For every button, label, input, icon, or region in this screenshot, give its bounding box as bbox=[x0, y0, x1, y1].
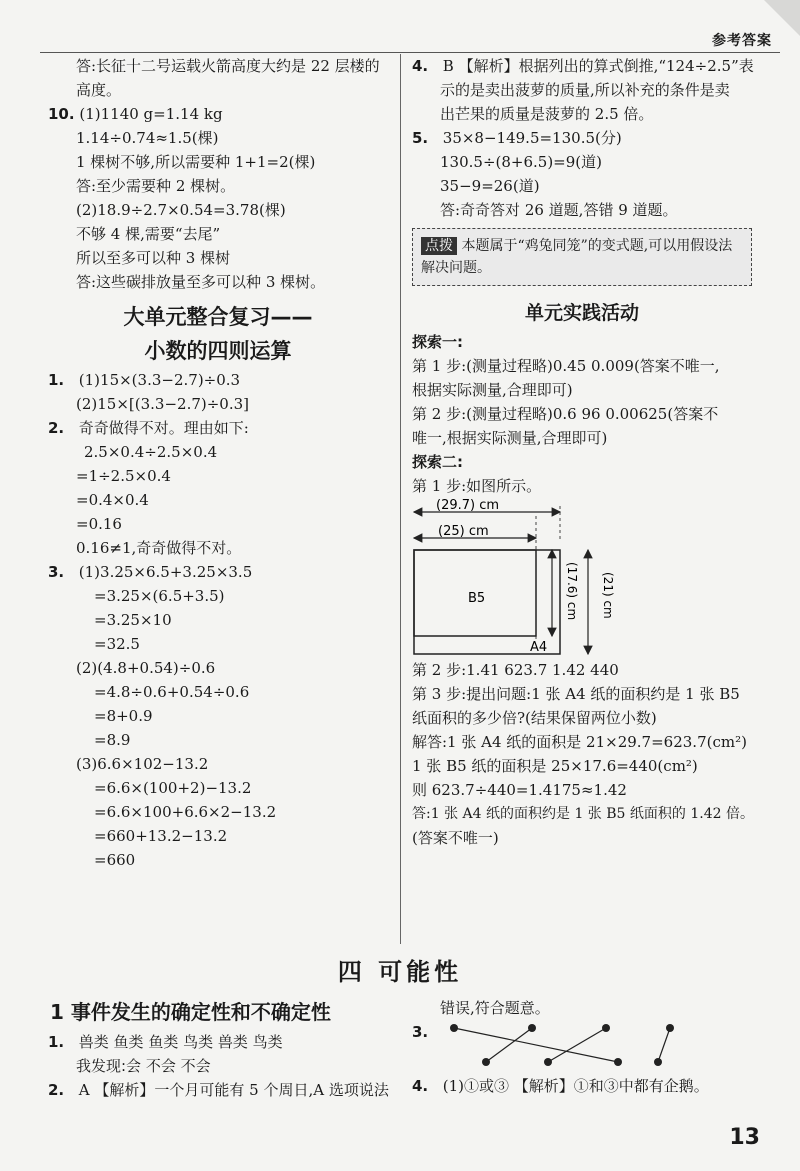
bottom-dot bbox=[614, 1058, 622, 1066]
q3-line: (2)(4.8+0.54)÷0.6 bbox=[76, 659, 216, 677]
q3-line: =6.6×100+6.6×2−13.2 bbox=[94, 803, 277, 821]
tip-tag: 点拨 bbox=[421, 237, 457, 255]
top-dot bbox=[666, 1024, 674, 1032]
u4-q1: 1. 兽类 鱼类 鱼类 鸟类 兽类 鸟类 bbox=[48, 1033, 283, 1051]
q2-line: =1÷2.5×0.4 bbox=[76, 467, 171, 485]
q5-first-line: 5. 35×8−149.5=130.5(分) bbox=[412, 129, 622, 147]
paper-size-diagram bbox=[412, 498, 652, 658]
q10-line: 1.14÷0.74≈1.5(棵) bbox=[76, 129, 219, 147]
q10-line: 所以至多可以种 3 棵树 bbox=[76, 249, 231, 267]
unit4-left-block bbox=[48, 1030, 388, 1102]
q3-line: =6.6×(100+2)−13.2 bbox=[94, 779, 252, 797]
q3-line: =32.5 bbox=[94, 635, 140, 653]
tip-box bbox=[412, 228, 752, 286]
q2-line: =0.16 bbox=[76, 515, 122, 533]
tip-text: 本题属于“鸡兔同笼”的变式题,可以用假设法解决问题。 bbox=[421, 238, 733, 276]
bottom-dot bbox=[544, 1058, 552, 1066]
explore-two-line: 第 3 步:提出问题:1 张 A4 纸的面积约是 1 张 B5 bbox=[412, 685, 740, 703]
q10-line: 1 棵树不够,所以需要种 1+1=2(棵) bbox=[76, 153, 316, 171]
explore-two-line: 第 2 步:1.41 623.7 1.42 440 bbox=[412, 661, 619, 679]
unit-title: 四 可能性 bbox=[337, 958, 463, 986]
q3-first-line: 3. (1)3.25×6.5+3.25×3.5 bbox=[48, 563, 253, 581]
a4-label: A4 bbox=[530, 640, 548, 655]
q3-line: =660 bbox=[94, 851, 136, 869]
answer-continued-line-2: 高度。 bbox=[76, 81, 122, 99]
matching-lines-diagram bbox=[440, 1020, 690, 1070]
q3-line: (3)6.6×102−13.2 bbox=[76, 755, 209, 773]
column-divider bbox=[400, 54, 401, 944]
top-dot bbox=[450, 1024, 458, 1032]
q2-line: 0.16≠1,奇奇做得不对。 bbox=[76, 539, 242, 557]
explore-two-line: 答:1 张 A4 纸的面积约是 1 张 B5 纸面积的 1.42 倍。 bbox=[412, 806, 754, 822]
q1-first-line: 1. (1)15×(3.3−2.7)÷0.3 bbox=[48, 371, 241, 389]
page-header-title: 参考答案 bbox=[712, 33, 772, 49]
u4-q2-continued: 错误,符合题意。 bbox=[440, 999, 550, 1017]
u4-q2: 2. A 【解析】一个月可能有 5 个周日,A 选项说法 bbox=[48, 1081, 389, 1099]
q10-first-line: 10. (1)1140 g=1.14 kg bbox=[48, 102, 388, 126]
page-number: 13 bbox=[729, 1125, 760, 1150]
explore-one-line: 第 1 步:(测量过程略)0.45 0.009(答案不唯一, bbox=[412, 357, 720, 375]
header-rule bbox=[40, 52, 780, 53]
q2-line: =0.4×0.4 bbox=[76, 491, 149, 509]
u4-q3: 3. bbox=[412, 1020, 752, 1070]
q10-line: (2)18.9÷2.7×0.54=3.78(棵) bbox=[76, 201, 286, 219]
match-line bbox=[658, 1028, 670, 1062]
explore-two-label: 探索二: bbox=[412, 453, 463, 471]
q10-line: 答:至少需要种 2 棵树。 bbox=[76, 177, 236, 195]
match-line bbox=[548, 1028, 606, 1062]
explore-one-label: 探索一: bbox=[412, 333, 463, 351]
q5-line: 130.5÷(8+6.5)=9(道) bbox=[440, 153, 602, 171]
q2-first-line: 2. 奇奇做得不对。理由如下: bbox=[48, 419, 249, 437]
q4-line: 示的是卖出菠萝的质量,所以补充的条件是卖 bbox=[440, 81, 730, 99]
explore-two-step1: 第 1 步:如图所示。 bbox=[412, 477, 542, 495]
a4-height-label: (21) cm bbox=[601, 572, 615, 619]
right-column bbox=[412, 54, 752, 850]
q5-line: 答:奇奇答对 26 道题,答错 9 道题。 bbox=[440, 201, 678, 219]
top-dot bbox=[602, 1024, 610, 1032]
u4-discover: 我发现:会 不会 不会 bbox=[76, 1057, 211, 1075]
explore-one-line: 唯一,根据实际测量,合理即可) bbox=[412, 429, 608, 447]
explore-two-line: 解答:1 张 A4 纸的面积是 21×29.7=623.7(cm²) bbox=[412, 733, 747, 751]
practice-title: 单元实践活动 bbox=[524, 302, 639, 324]
a4-rectangle bbox=[414, 550, 560, 654]
q3-line: =3.25×(6.5+3.5) bbox=[94, 587, 225, 605]
explore-two-line: 1 张 B5 纸的面积是 25×17.6=440(cm²) bbox=[412, 757, 698, 775]
q1-line: (2)15×[(3.3−2.7)÷0.3] bbox=[76, 395, 250, 413]
top-dot bbox=[528, 1024, 536, 1032]
a4-width-label: (29.7) cm bbox=[436, 498, 500, 513]
explore-one-line: 第 2 步:(测量过程略)0.6 96 0.00625(答案不 bbox=[412, 405, 719, 423]
q3-line: =8.9 bbox=[94, 731, 131, 749]
bottom-dot bbox=[654, 1058, 662, 1066]
review-title-line-2: 小数的四则运算 bbox=[144, 339, 292, 363]
match-line bbox=[486, 1028, 532, 1062]
left-column bbox=[48, 54, 388, 872]
q2-line: 2.5×0.4÷2.5×0.4 bbox=[84, 443, 218, 461]
explore-one-line: 根据实际测量,合理即可) bbox=[412, 381, 573, 399]
section-title: 1 事件发生的确定性和不确定性 bbox=[50, 1000, 331, 1024]
b5-height-label: (17.6) cm bbox=[565, 562, 579, 621]
q5-line: 35−9=26(道) bbox=[440, 177, 540, 195]
q4-line: 出芒果的质量是菠萝的 2.5 倍。 bbox=[440, 105, 654, 123]
explore-two-line: (答案不唯一) bbox=[412, 829, 499, 847]
review-title-line-1: 大单元整合复习—— bbox=[123, 305, 313, 329]
b5-width-label: (25) cm bbox=[438, 524, 489, 539]
answer-continued-line-1: 答:长征十二号运载火箭高度大约是 22 层楼的 bbox=[76, 57, 380, 75]
q10-number: 10. bbox=[48, 105, 75, 123]
u4-q4: 4. (1)①或③ 【解析】①和③中都有企鹅。 bbox=[412, 1077, 709, 1095]
q3-line: =660+13.2−13.2 bbox=[94, 827, 228, 845]
q10-line: 答:这些碳排放量至多可以种 3 棵树。 bbox=[76, 273, 326, 291]
b5-label: B5 bbox=[468, 591, 486, 606]
q4-first-line: 4. B 【解析】根据列出的算式倒推,“124÷2.5”表 bbox=[412, 57, 754, 75]
q3-line: =3.25×10 bbox=[94, 611, 172, 629]
q3-line: =8+0.9 bbox=[94, 707, 153, 725]
q3-line: =4.8÷0.6+0.54÷0.6 bbox=[94, 683, 250, 701]
explore-two-line: 纸面积的多少倍?(结果保留两位小数) bbox=[412, 709, 657, 727]
unit4-right-block bbox=[412, 996, 752, 1098]
explore-two-line: 则 623.7÷440=1.4175≈1.42 bbox=[412, 781, 627, 799]
match-line bbox=[454, 1028, 618, 1062]
bottom-dot bbox=[482, 1058, 490, 1066]
q10-line: 不够 4 棵,需要“去尾” bbox=[76, 225, 221, 243]
